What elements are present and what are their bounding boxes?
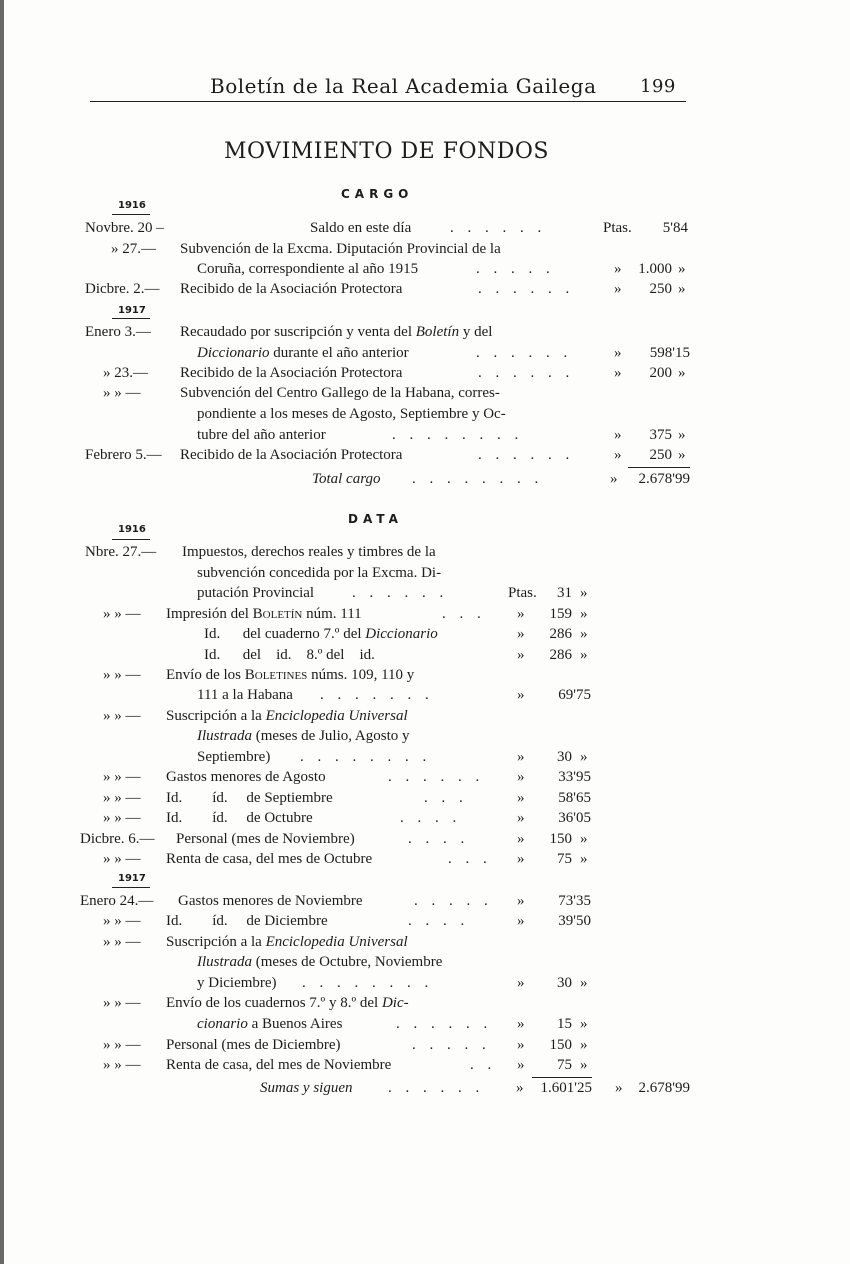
amount-end-mark: » xyxy=(678,427,686,443)
ledger-date: » » — xyxy=(103,1037,141,1053)
leader-dots: . . . xyxy=(424,790,468,806)
amount: 5'84 xyxy=(662,220,688,236)
amount: 73'35 xyxy=(558,893,591,909)
amount: 15 xyxy=(557,1016,572,1032)
amount: 75 xyxy=(557,851,572,867)
ledger-text: Id. del id. 8.º del id. xyxy=(204,647,375,663)
leader-dots: . . . . . xyxy=(476,261,555,277)
ledger-text: Recibido de la Asociación Protectora xyxy=(180,447,403,463)
ledger-text: Personal (mes de Diciembre) xyxy=(166,1037,341,1053)
amount: 33'95 xyxy=(558,769,591,785)
currency: » xyxy=(517,893,525,909)
ledger-date: » » — xyxy=(103,769,141,785)
leader-dots: . . . . . . xyxy=(388,769,485,785)
ledger-text: Suscripción a la Enciclopedia Universal xyxy=(166,708,408,724)
page-number: 199 xyxy=(640,76,676,97)
ledger-date: » » — xyxy=(103,708,141,724)
ledger-date: Febrero 5.— xyxy=(85,447,162,463)
amount-end-mark: » xyxy=(580,1057,588,1073)
currency: » xyxy=(517,1037,525,1053)
ledger-text: Renta de casa, del mes de Noviembre xyxy=(166,1057,392,1073)
currency: » xyxy=(614,447,622,463)
section-heading-data: DATA xyxy=(348,512,403,526)
currency: » xyxy=(614,345,622,361)
leader-dots: . . . . xyxy=(408,831,470,847)
ledger-text: subvención concedida por la Excma. Di- xyxy=(197,565,442,581)
amount: 375 xyxy=(649,427,672,443)
ledger-date: » » — xyxy=(103,995,141,1011)
year-underline xyxy=(112,318,150,319)
ledger-date: » 23.— xyxy=(103,365,148,381)
currency: » xyxy=(517,1057,525,1073)
ledger-date: Novbre. 20 – xyxy=(85,220,164,236)
currency: » xyxy=(517,647,525,663)
leader-dots: . . . . . xyxy=(414,893,493,909)
amount-end-mark: » xyxy=(678,365,686,381)
currency: » xyxy=(610,471,618,487)
leader-dots: . . . . xyxy=(408,913,470,929)
year-label: 1916 xyxy=(118,524,146,535)
ledger-date: » » — xyxy=(103,934,141,950)
leader-dots: . . . . . . xyxy=(478,281,575,297)
ledger-text: Coruña, correspondiente al año 1915 xyxy=(197,261,419,277)
amount: 250 xyxy=(649,281,672,297)
ledger-text: Personal (mes de Noviembre) xyxy=(176,831,355,847)
currency: » xyxy=(614,261,622,277)
leader-dots: . . . . xyxy=(400,810,462,826)
ledger-date: » » — xyxy=(103,810,141,826)
ledger-text: tubre del año anterior xyxy=(197,427,326,443)
ledger-text: Suscripción a la Enciclopedia Universal xyxy=(166,934,408,950)
amount: 1.000 xyxy=(638,261,672,277)
ledger-text: Recaudado por suscripción y venta del Boletín y del xyxy=(180,324,493,340)
leader-dots: . . . . . . xyxy=(476,345,573,361)
amount: 75 xyxy=(557,1057,572,1073)
amount-end-mark: » xyxy=(580,606,588,622)
leader-dots: . . . . . xyxy=(412,1037,491,1053)
ledger-date: Nbre. 27.— xyxy=(85,544,157,560)
ledger-text: Id. íd. de Septiembre xyxy=(166,790,333,806)
amount: 58'65 xyxy=(558,790,591,806)
amount: 39'50 xyxy=(558,913,591,929)
subtotal-amount: 1.601'25 xyxy=(540,1080,592,1096)
ledger-text: Id. del cuaderno 7.º del Diccionario xyxy=(204,626,438,642)
amount: 31 xyxy=(557,585,572,601)
ledger-date: Dicbre. 2.— xyxy=(85,281,160,297)
ledger-text: Envío de los Boletines núms. 109, 110 y xyxy=(166,667,415,683)
amount-end-mark: » xyxy=(678,447,686,463)
currency: » xyxy=(517,769,525,785)
ledger-text: Id. íd. de Octubre xyxy=(166,810,313,826)
ledger-date: » 27.— xyxy=(111,241,156,257)
ledger-date: » » — xyxy=(103,790,141,806)
ledger-date: » » — xyxy=(103,913,141,929)
leader-dots: . . . . . . xyxy=(450,220,547,236)
ledger-text: pondiente a los meses de Agosto, Septiembre y Oc- xyxy=(197,406,506,422)
total-label: Total cargo xyxy=(312,471,381,487)
amount-end-mark: » xyxy=(580,749,588,765)
ledger-text: putación Provincial xyxy=(197,585,315,601)
currency: » xyxy=(614,281,622,297)
subtotal-label: Sumas y siguen xyxy=(260,1080,353,1096)
leader-dots: . . . . . . xyxy=(478,447,575,463)
amount: 150 xyxy=(549,831,572,847)
carried-total-amount: 2.678'99 xyxy=(638,1080,690,1096)
currency: » xyxy=(516,1080,524,1096)
year-underline xyxy=(112,214,150,215)
currency: » xyxy=(614,427,622,443)
amount-end-mark: » xyxy=(678,261,686,277)
page-title: MOVIMIENTO DE FONDOS xyxy=(224,139,549,164)
amount: 200 xyxy=(649,365,672,381)
leader-dots: . . . . . . . . xyxy=(302,975,434,991)
currency: » xyxy=(517,749,525,765)
leader-dots: . . . . . . xyxy=(478,365,575,381)
currency: » xyxy=(517,851,525,867)
sum-rule xyxy=(628,467,690,468)
ledger-text: Envío de los cuadernos 7.º y 8.º del Dic- xyxy=(166,995,409,1011)
amount: 159 xyxy=(549,606,572,622)
currency: » xyxy=(517,790,525,806)
currency: » xyxy=(517,606,525,622)
ledger-text: Recibido de la Asociación Protectora xyxy=(180,365,403,381)
currency: » xyxy=(517,626,525,642)
currency: » xyxy=(517,831,525,847)
amount: 250 xyxy=(649,447,672,463)
amount: 150 xyxy=(549,1037,572,1053)
amount-end-mark: » xyxy=(580,647,588,663)
amount-end-mark: » xyxy=(580,1016,588,1032)
leader-dots: . . . . . . . . xyxy=(392,427,524,443)
amount-end-mark: » xyxy=(580,975,588,991)
amount-end-mark: » xyxy=(580,851,588,867)
leader-dots: . . . . . . . . xyxy=(412,471,544,487)
amount: 69'75 xyxy=(558,687,591,703)
amount: 36'05 xyxy=(558,810,591,826)
currency: » xyxy=(517,810,525,826)
currency: » xyxy=(517,913,525,929)
amount: 30 xyxy=(557,749,572,765)
section-heading-cargo: CARGO xyxy=(341,187,414,201)
ledger-text: Impresión del Boletín núm. 111 xyxy=(166,606,362,622)
leader-dots: . . . . . . xyxy=(388,1080,485,1096)
ledger-date: Enero 3.— xyxy=(85,324,151,340)
amount: 286 xyxy=(549,626,572,642)
currency: Ptas. xyxy=(508,585,537,601)
sum-rule xyxy=(532,1077,592,1078)
currency: » xyxy=(615,1080,623,1096)
leader-dots: . . . . . . xyxy=(352,585,449,601)
amount: 598'15 xyxy=(649,345,690,361)
amount-end-mark: » xyxy=(580,626,588,642)
ledger-text: Diccionario durante el año anterior xyxy=(197,345,409,361)
amount-end-mark: » xyxy=(580,831,588,847)
amount: 30 xyxy=(557,975,572,991)
ledger-text: Ilustrada (meses de Julio, Agosto y xyxy=(197,728,410,744)
year-label: 1917 xyxy=(118,305,146,316)
ledger-text: Id. íd. de Diciembre xyxy=(166,913,328,929)
ledger-text: Subvención de la Excma. Diputación Provincial de la xyxy=(180,241,501,257)
ledger-text: Septiembre) xyxy=(197,749,271,765)
ledger-text: Gastos menores de Noviembre xyxy=(178,893,363,909)
leader-dots: . . xyxy=(470,1057,497,1073)
amount-end-mark: » xyxy=(580,1037,588,1053)
currency: Ptas. xyxy=(603,220,632,236)
header-rule xyxy=(90,101,686,102)
ledger-text: Subvención del Centro Gallego de la Habana, corres- xyxy=(180,385,500,401)
leader-dots: . . . xyxy=(442,606,486,622)
ledger-text: Ilustrada (meses de Octubre, Noviembre xyxy=(197,954,443,970)
ledger-text: y Diciembre) xyxy=(197,975,277,991)
ledger-date: » » — xyxy=(103,385,141,401)
amount-end-mark: » xyxy=(678,281,686,297)
currency: » xyxy=(614,365,622,381)
scan-left-edge xyxy=(0,0,4,1264)
leader-dots: . . . . . . xyxy=(396,1016,493,1032)
journal-title: Boletín de la Real Academia Gailega xyxy=(210,74,597,98)
ledger-date: Enero 24.— xyxy=(80,893,154,909)
amount-end-mark: » xyxy=(580,585,588,601)
ledger-text: Renta de casa, del mes de Octubre xyxy=(166,851,373,867)
ledger-date: » » — xyxy=(103,1057,141,1073)
ledger-text: Saldo en este día xyxy=(310,220,412,236)
currency: » xyxy=(517,1016,525,1032)
ledger-text: Gastos menores de Agosto xyxy=(166,769,326,785)
ledger-date: » » — xyxy=(103,851,141,867)
ledger-date: » » — xyxy=(103,667,141,683)
year-label: 1917 xyxy=(118,873,146,884)
ledger-text: Impuestos, derechos reales y timbres de la xyxy=(182,544,436,560)
ledger-date: Dicbre. 6.— xyxy=(80,831,155,847)
ledger-date: » » — xyxy=(103,606,141,622)
currency: » xyxy=(517,687,525,703)
total-amount: 2.678'99 xyxy=(638,471,690,487)
currency: » xyxy=(517,975,525,991)
year-underline xyxy=(112,887,150,888)
leader-dots: . . . xyxy=(448,851,492,867)
year-underline xyxy=(112,539,150,540)
ledger-text: 111 a la Habana xyxy=(197,687,293,703)
leader-dots: . . . . . . . . xyxy=(300,749,432,765)
leader-dots: . . . . . . . xyxy=(320,687,434,703)
year-label: 1916 xyxy=(118,200,146,211)
ledger-text: Recibido de la Asociación Protectora xyxy=(180,281,403,297)
ledger-text: cionario a Buenos Aires xyxy=(197,1016,343,1032)
amount: 286 xyxy=(549,647,572,663)
